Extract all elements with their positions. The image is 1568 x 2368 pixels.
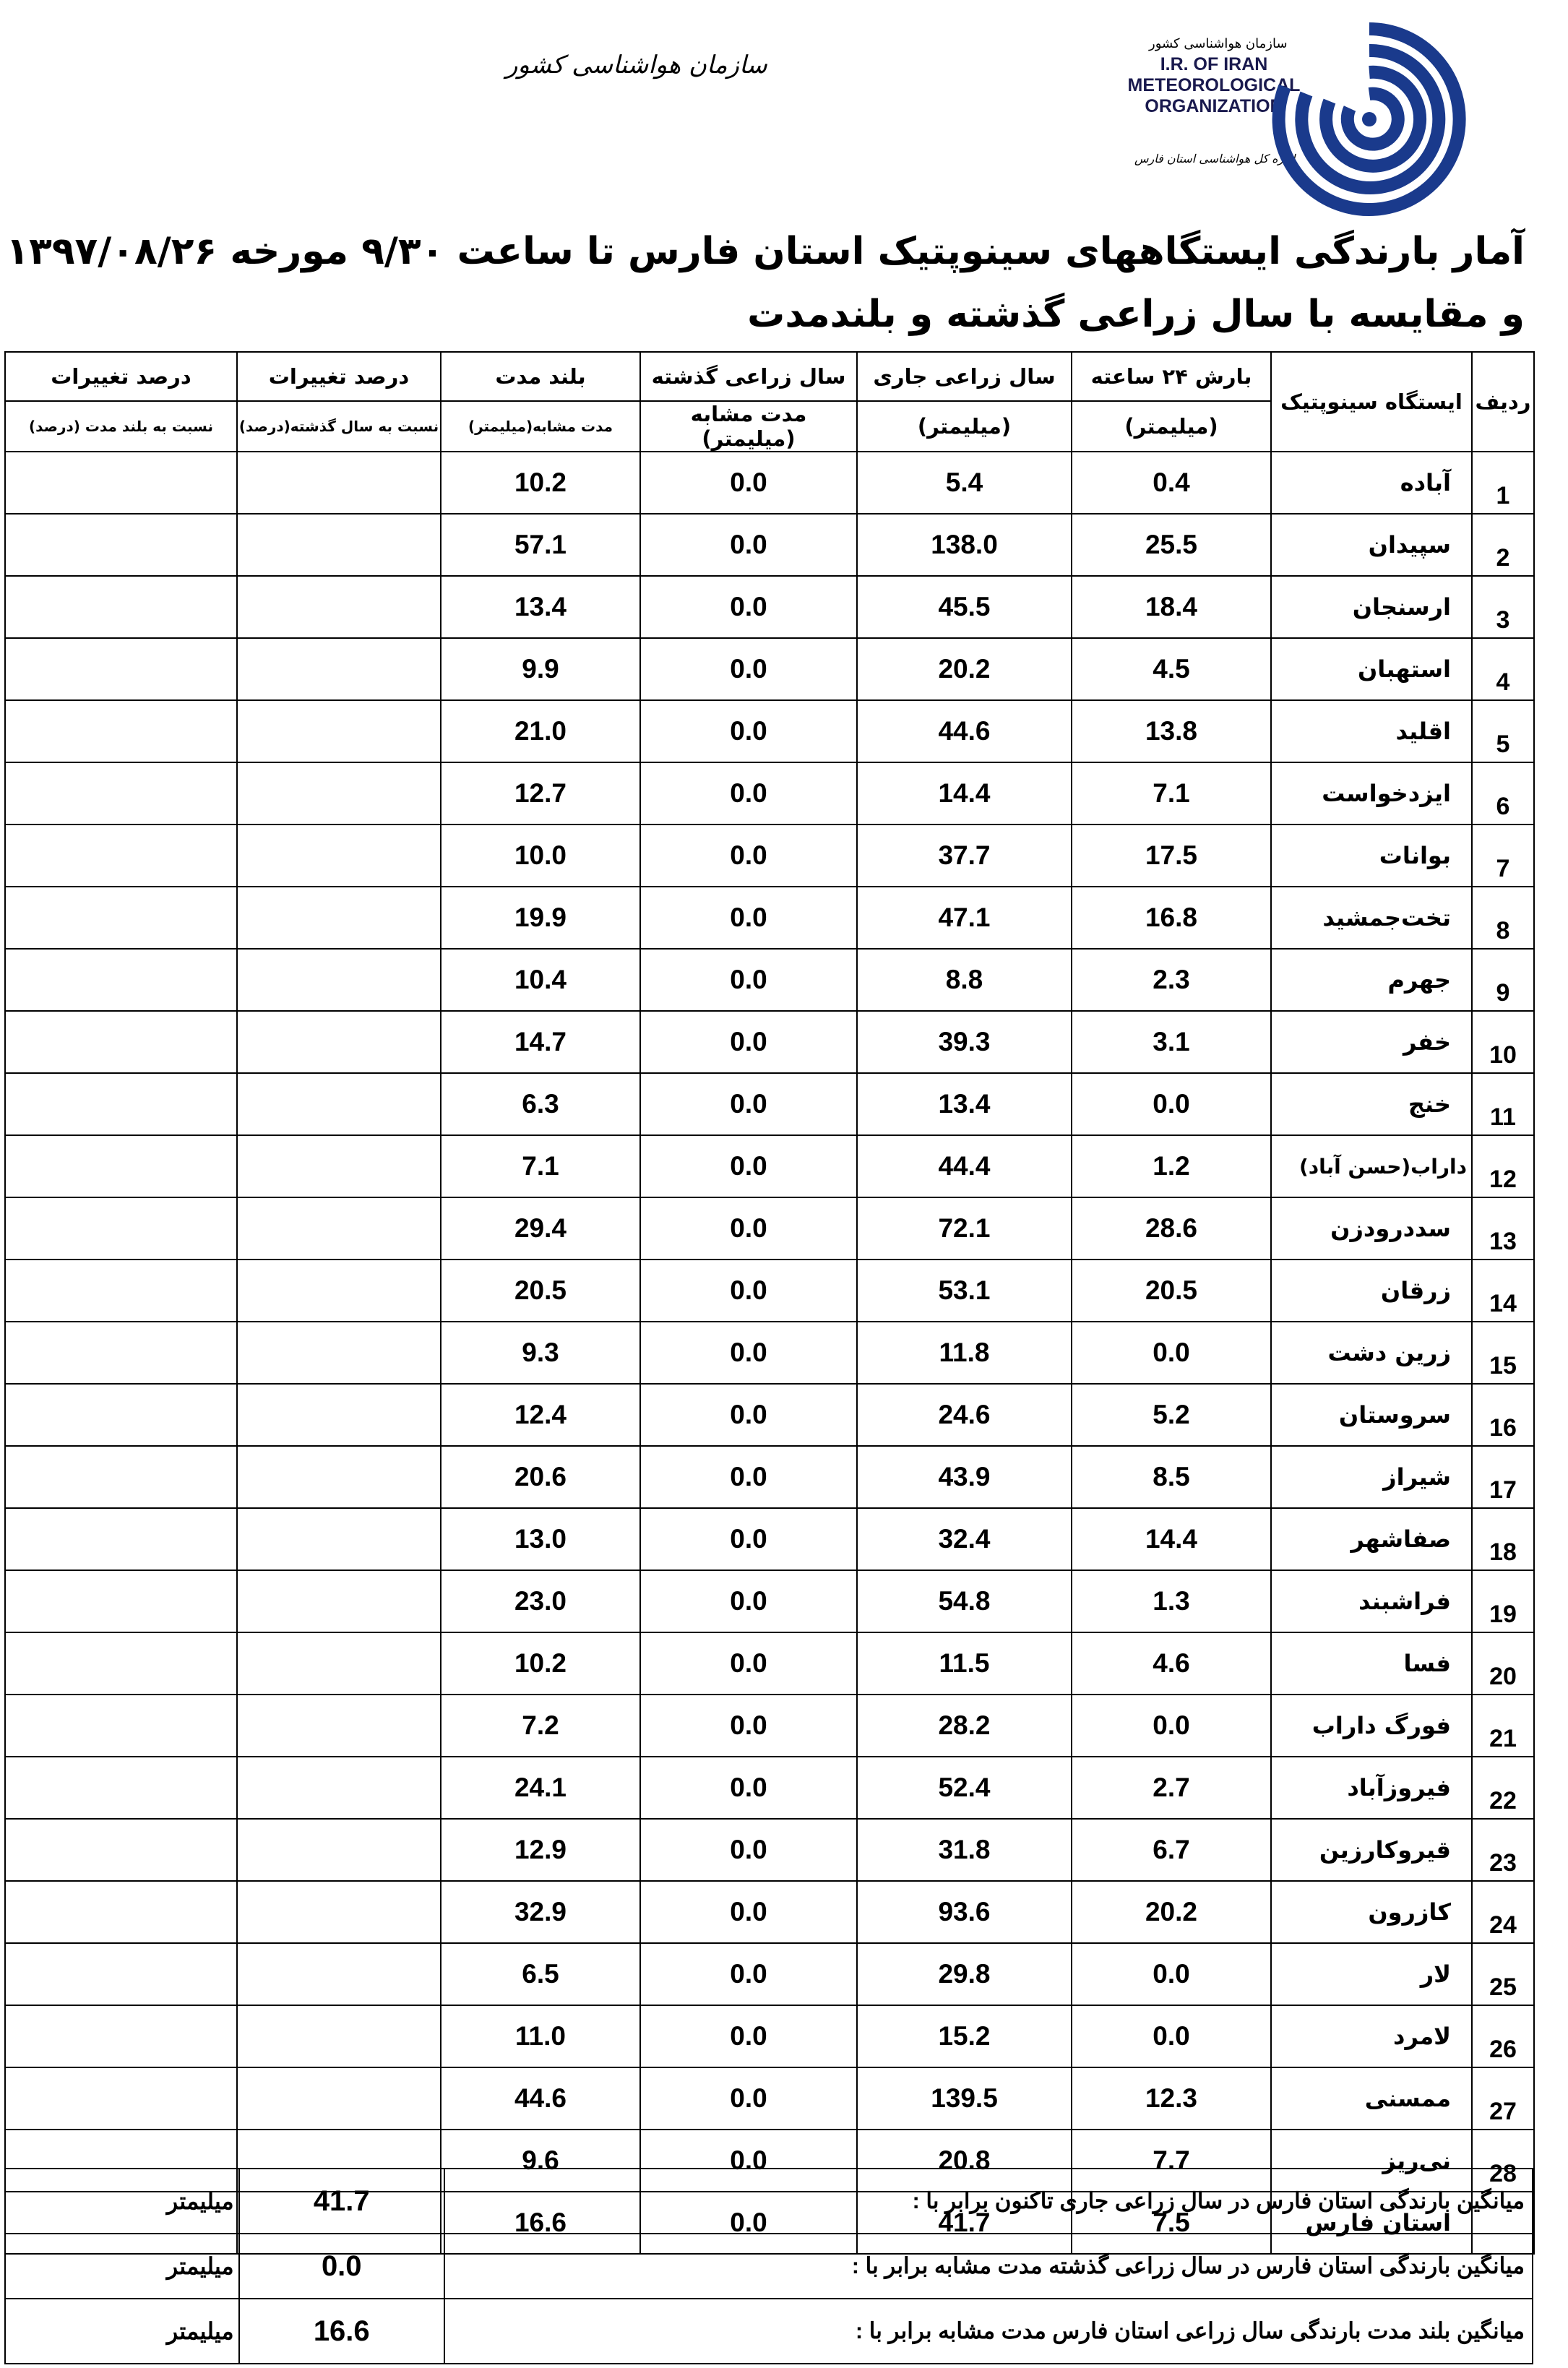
station-name: داراب(حسن آباد) xyxy=(1271,1135,1472,1197)
row-number: 15 xyxy=(1472,1322,1534,1384)
rain-24h: 6.7 xyxy=(1072,1819,1271,1881)
rain-previous-year: 0.0 xyxy=(640,1011,857,1073)
rain-24h: 13.8 xyxy=(1072,700,1271,762)
row-number: 26 xyxy=(1472,2005,1534,2067)
pct-vs-long-term xyxy=(5,1881,237,1943)
rain-24h: 4.6 xyxy=(1072,1632,1271,1695)
rain-previous-year: 0.0 xyxy=(640,452,857,514)
rain-previous-year: 0.0 xyxy=(640,762,857,825)
col-previous-year-unit: مدت مشابه (میلیمتر) xyxy=(640,401,857,452)
pct-vs-previous xyxy=(237,700,441,762)
rain-current-year: 20.2 xyxy=(857,638,1072,700)
row-number: 8 xyxy=(1472,887,1534,949)
rain-long-term: 9.6 xyxy=(441,2130,640,2192)
rain-previous-year: 0.0 xyxy=(640,1073,857,1135)
rain-24h: 7.1 xyxy=(1072,762,1271,825)
pct-vs-long-term xyxy=(5,1446,237,1508)
pct-vs-long-term xyxy=(5,1011,237,1073)
pct-vs-long-term xyxy=(5,1135,237,1197)
station-name: لار xyxy=(1271,1943,1472,2005)
row-number: 23 xyxy=(1472,1819,1534,1881)
pct-vs-previous xyxy=(237,1197,441,1260)
rain-previous-year: 0.0 xyxy=(640,2130,857,2192)
rain-previous-year: 0.0 xyxy=(640,1819,857,1881)
rain-current-year: 28.2 xyxy=(857,1695,1072,1757)
pct-vs-long-term xyxy=(5,700,237,762)
rain-long-term: 21.0 xyxy=(441,700,640,762)
rain-long-term: 13.4 xyxy=(441,576,640,638)
spiral-logo-icon xyxy=(1265,14,1474,224)
logo-province-fa: اداره کل هواشناسی استان فارس xyxy=(1134,152,1296,165)
rain-current-year: 32.4 xyxy=(857,1508,1072,1570)
pct-vs-previous xyxy=(237,452,441,514)
pct-vs-previous xyxy=(237,949,441,1011)
rain-previous-year: 0.0 xyxy=(640,1632,857,1695)
table-header xyxy=(5,352,1534,452)
rain-long-term: 6.3 xyxy=(441,1073,640,1135)
rain-long-term: 44.6 xyxy=(441,2067,640,2130)
table-row xyxy=(5,949,1534,1011)
pct-vs-previous xyxy=(237,1757,441,1819)
col-previous-year: سال زراعی گذشته xyxy=(640,352,857,401)
row-number: 16 xyxy=(1472,1384,1534,1446)
logo-en-line-3: ORGANIZATION xyxy=(1145,96,1283,116)
rain-previous-year: 0.0 xyxy=(640,1322,857,1384)
pct-vs-previous xyxy=(237,576,441,638)
table-row xyxy=(5,1881,1534,1943)
pct-vs-previous xyxy=(237,1446,441,1508)
station-name: آباده xyxy=(1271,452,1472,514)
pct-vs-previous xyxy=(237,1384,441,1446)
rain-24h: 3.1 xyxy=(1072,1011,1271,1073)
pct-vs-previous xyxy=(237,1570,441,1632)
row-number: 5 xyxy=(1472,700,1534,762)
pct-vs-previous xyxy=(237,2067,441,2130)
rain-current-year: 29.8 xyxy=(857,1943,1072,2005)
rain-current-year: 54.8 xyxy=(857,1570,1072,1632)
rain-24h: 5.2 xyxy=(1072,1384,1271,1446)
rain-24h: 0.4 xyxy=(1072,452,1271,514)
summary-value: 16.6 xyxy=(239,2299,444,2364)
col-long-term: بلند مدت xyxy=(441,352,640,401)
pct-vs-previous xyxy=(237,1011,441,1073)
pct-vs-previous xyxy=(237,1073,441,1135)
rain-long-term: 12.7 xyxy=(441,762,640,825)
pct-vs-long-term xyxy=(5,1570,237,1632)
col-row-number: ردیف xyxy=(1472,352,1534,452)
summary-value: 0.0 xyxy=(239,2234,444,2299)
rain-long-term: 29.4 xyxy=(441,1197,640,1260)
pct-vs-long-term xyxy=(5,1197,237,1260)
rain-long-term: 10.4 xyxy=(441,949,640,1011)
station-name: صفاشهر xyxy=(1271,1508,1472,1570)
station-name: ممسنی xyxy=(1271,2067,1472,2130)
pct-vs-previous xyxy=(237,825,441,887)
station-name: شیراز xyxy=(1271,1446,1472,1508)
rain-24h: 0.0 xyxy=(1072,2005,1271,2067)
row-number: 1 xyxy=(1472,452,1534,514)
rain-previous-year: 0.0 xyxy=(640,1881,857,1943)
rain-24h: 0.0 xyxy=(1072,1073,1271,1135)
summary-unit: میلیمتر xyxy=(5,2169,239,2234)
rain-long-term: 9.9 xyxy=(441,638,640,700)
col-pct-vs-long-term-unit: نسبت به بلند مدت (درصد) xyxy=(5,401,237,452)
pct-vs-previous xyxy=(237,1322,441,1384)
station-name: جهرم xyxy=(1271,949,1472,1011)
rain-current-year: 45.5 xyxy=(857,576,1072,638)
rain-previous-year: 0.0 xyxy=(640,949,857,1011)
rain-current-year: 20.8 xyxy=(857,2130,1072,2192)
rain-previous-year: 0.0 xyxy=(640,1943,857,2005)
rain-previous-year: 0.0 xyxy=(640,1197,857,1260)
pct-vs-long-term xyxy=(5,1260,237,1322)
pct-vs-long-term xyxy=(5,762,237,825)
rain-24h: 17.5 xyxy=(1072,825,1271,887)
rain-current-year: 139.5 xyxy=(857,2067,1072,2130)
rain-24h: 4.5 xyxy=(1072,638,1271,700)
rain-24h: 8.5 xyxy=(1072,1446,1271,1508)
col-pct-vs-previous: درصد تغییرات xyxy=(237,352,441,401)
table-body xyxy=(5,452,1534,2254)
organization-logo xyxy=(1106,14,1481,224)
station-name: خنج xyxy=(1271,1073,1472,1135)
row-number: 10 xyxy=(1472,1011,1534,1073)
pct-vs-long-term xyxy=(5,576,237,638)
summary-text: میانگین بلند مدت بارندگی سال زراعی استان فارس مدت مشابه برابر با : xyxy=(444,2299,1533,2364)
station-name: فراشبند xyxy=(1271,1570,1472,1632)
table-row xyxy=(5,1197,1534,1260)
rain-previous-year: 0.0 xyxy=(640,825,857,887)
rain-24h: 0.0 xyxy=(1072,1943,1271,2005)
summary-text: میانگین بارندگی استان فارس در سال زراعی گذشته مدت مشابه برابر با : xyxy=(444,2234,1533,2299)
pct-vs-long-term xyxy=(5,1819,237,1881)
row-number: 2 xyxy=(1472,514,1534,576)
rain-long-term: 20.6 xyxy=(441,1446,640,1508)
row-number: 11 xyxy=(1472,1073,1534,1135)
col-station: ایستگاه سینوپتیک xyxy=(1271,352,1472,452)
rain-24h: 20.2 xyxy=(1072,1881,1271,1943)
rain-current-year: 31.8 xyxy=(857,1819,1072,1881)
row-number: 22 xyxy=(1472,1757,1534,1819)
rain-long-term: 20.5 xyxy=(441,1260,640,1322)
rain-24h: 7.5 xyxy=(1072,2192,1271,2254)
table-row xyxy=(5,1384,1534,1446)
rain-current-year: 44.6 xyxy=(857,700,1072,762)
table-row xyxy=(5,700,1534,762)
rain-long-term: 7.2 xyxy=(441,1695,640,1757)
rain-current-year: 44.4 xyxy=(857,1135,1072,1197)
table-row xyxy=(5,514,1534,576)
summary-value: 41.7 xyxy=(239,2169,444,2234)
rain-24h: 25.5 xyxy=(1072,514,1271,576)
station-name: سروستان xyxy=(1271,1384,1472,1446)
pct-vs-previous xyxy=(237,887,441,949)
rain-previous-year: 0.0 xyxy=(640,514,857,576)
station-name: استان فارس xyxy=(1271,2192,1472,2254)
rain-long-term: 13.0 xyxy=(441,1508,640,1570)
table-row xyxy=(5,887,1534,949)
rain-current-year: 39.3 xyxy=(857,1011,1072,1073)
pct-vs-long-term xyxy=(5,1943,237,2005)
summary-text: میانگین بارندگی استان فارس در سال زراعی جاری تاکنون برابر با : xyxy=(444,2169,1533,2234)
pct-vs-previous xyxy=(237,1695,441,1757)
pct-vs-long-term xyxy=(5,638,237,700)
rain-previous-year: 0.0 xyxy=(640,1135,857,1197)
pct-vs-long-term xyxy=(5,825,237,887)
pct-vs-previous xyxy=(237,1819,441,1881)
col-rain24-unit: (میلیمتر) xyxy=(1072,401,1271,452)
station-name: نی‌ریز xyxy=(1271,2130,1472,2192)
rain-current-year: 93.6 xyxy=(857,1881,1072,1943)
table-row xyxy=(5,2005,1534,2067)
pct-vs-long-term xyxy=(5,1384,237,1446)
rain-current-year: 138.0 xyxy=(857,514,1072,576)
report-subtitle: و مقایسه با سال زراعی گذشته و بلندمدت xyxy=(747,293,1525,336)
rain-current-year: 5.4 xyxy=(857,452,1072,514)
rain-previous-year: 0.0 xyxy=(640,1695,857,1757)
pct-vs-long-term xyxy=(5,1073,237,1135)
rain-previous-year: 0.0 xyxy=(640,638,857,700)
station-name: خفر xyxy=(1271,1011,1472,1073)
logo-en-line-1: I.R. OF IRAN xyxy=(1160,54,1268,74)
table-row xyxy=(5,1943,1534,2005)
rain-long-term: 24.1 xyxy=(441,1757,640,1819)
summary-row-previous xyxy=(5,2234,1533,2299)
rain-current-year: 8.8 xyxy=(857,949,1072,1011)
pct-vs-previous xyxy=(237,1881,441,1943)
station-name: فسا xyxy=(1271,1632,1472,1695)
rain-long-term: 6.5 xyxy=(441,1943,640,2005)
rain-previous-year: 0.0 xyxy=(640,1757,857,1819)
rain-long-term: 10.2 xyxy=(441,1632,640,1695)
summary-row-long-term xyxy=(5,2299,1533,2364)
summary-table xyxy=(4,2168,1533,2364)
rain-current-year: 53.1 xyxy=(857,1260,1072,1322)
rain-24h: 12.3 xyxy=(1072,2067,1271,2130)
rain-previous-year: 0.0 xyxy=(640,576,857,638)
pct-vs-long-term xyxy=(5,1757,237,1819)
rain-24h: 7.7 xyxy=(1072,2130,1271,2192)
rain-24h: 2.3 xyxy=(1072,949,1271,1011)
rain-current-year: 72.1 xyxy=(857,1197,1072,1260)
row-number: 3 xyxy=(1472,576,1534,638)
row-number: 7 xyxy=(1472,825,1534,887)
rain-current-year: 41.7 xyxy=(857,2192,1072,2254)
station-name: زرقان xyxy=(1271,1260,1472,1322)
rain-24h: 0.0 xyxy=(1072,1695,1271,1757)
col-rain24: بارش ۲۴ ساعته xyxy=(1072,352,1271,401)
rain-previous-year: 0.0 xyxy=(640,1260,857,1322)
table-row xyxy=(5,1757,1534,1819)
rain-current-year: 14.4 xyxy=(857,762,1072,825)
rain-long-term: 10.2 xyxy=(441,452,640,514)
pct-vs-long-term xyxy=(5,1508,237,1570)
rainfall-table xyxy=(4,351,1535,2255)
rain-24h: 2.7 xyxy=(1072,1757,1271,1819)
rain-previous-year: 0.0 xyxy=(640,1384,857,1446)
rain-current-year: 11.8 xyxy=(857,1322,1072,1384)
rain-previous-year: 0.0 xyxy=(640,1446,857,1508)
rain-long-term: 19.9 xyxy=(441,887,640,949)
logo-org-name-fa: سازمان هواشناسی کشور xyxy=(1149,36,1288,51)
station-name: قیروکارزین xyxy=(1271,1819,1472,1881)
row-number: 27 xyxy=(1472,2067,1534,2130)
table-row xyxy=(5,1695,1534,1757)
summary-unit: میلیمتر xyxy=(5,2299,239,2364)
rain-previous-year: 0.0 xyxy=(640,2067,857,2130)
rain-current-year: 15.2 xyxy=(857,2005,1072,2067)
table-row xyxy=(5,638,1534,700)
row-number: 21 xyxy=(1472,1695,1534,1757)
station-name: اقلید xyxy=(1271,700,1472,762)
rain-long-term: 32.9 xyxy=(441,1881,640,1943)
pct-vs-long-term xyxy=(5,2067,237,2130)
pct-vs-long-term xyxy=(5,2005,237,2067)
station-name: ارسنجان xyxy=(1271,576,1472,638)
pct-vs-previous xyxy=(237,1632,441,1695)
rain-24h: 28.6 xyxy=(1072,1197,1271,1260)
rain-24h: 20.5 xyxy=(1072,1260,1271,1322)
rain-long-term: 12.4 xyxy=(441,1384,640,1446)
table-row xyxy=(5,1011,1534,1073)
table-row xyxy=(5,1508,1534,1570)
table-row xyxy=(5,1322,1534,1384)
summary-row-current xyxy=(5,2169,1533,2234)
station-name: فیروزآباد xyxy=(1271,1757,1472,1819)
station-name: سپیدان xyxy=(1271,514,1472,576)
row-number: 25 xyxy=(1472,1943,1534,2005)
org-name-calligraphy: سازمان هواشناسی کشور xyxy=(506,51,767,79)
pct-vs-previous xyxy=(237,1508,441,1570)
row-number: 9 xyxy=(1472,949,1534,1011)
table-row xyxy=(5,1073,1534,1135)
row-number: 6 xyxy=(1472,762,1534,825)
pct-vs-previous xyxy=(237,638,441,700)
station-name: استهبان xyxy=(1271,638,1472,700)
station-name: تخت‌جمشید xyxy=(1271,887,1472,949)
col-pct-vs-previous-unit: نسبت به سال گذشته(درصد) xyxy=(237,401,441,452)
pct-vs-long-term xyxy=(5,1695,237,1757)
table-row xyxy=(5,2067,1534,2130)
station-name: فورگ داراب xyxy=(1271,1695,1472,1757)
row-number: 12 xyxy=(1472,1135,1534,1197)
rain-long-term: 9.3 xyxy=(441,1322,640,1384)
table-row xyxy=(5,1570,1534,1632)
rain-previous-year: 0.0 xyxy=(640,1570,857,1632)
row-number: 13 xyxy=(1472,1197,1534,1260)
row-number: 24 xyxy=(1472,1881,1534,1943)
rain-24h: 1.2 xyxy=(1072,1135,1271,1197)
station-name: زرین دشت xyxy=(1271,1322,1472,1384)
rain-previous-year: 0.0 xyxy=(640,1508,857,1570)
rain-long-term: 14.7 xyxy=(441,1011,640,1073)
rain-long-term: 10.0 xyxy=(441,825,640,887)
rain-long-term: 12.9 xyxy=(441,1819,640,1881)
table-row xyxy=(5,825,1534,887)
rain-previous-year: 0.0 xyxy=(640,2192,857,2254)
col-current-year: سال زراعی جاری xyxy=(857,352,1072,401)
row-number: 4 xyxy=(1472,638,1534,700)
rain-current-year: 43.9 xyxy=(857,1446,1072,1508)
table-row xyxy=(5,452,1534,514)
rain-24h: 18.4 xyxy=(1072,576,1271,638)
station-name: کازرون xyxy=(1271,1881,1472,1943)
row-number: 14 xyxy=(1472,1260,1534,1322)
table-row xyxy=(5,1819,1534,1881)
table-row xyxy=(5,1446,1534,1508)
logo-en-line-2: METEOROLOGICAL xyxy=(1127,75,1301,95)
rain-previous-year: 0.0 xyxy=(640,700,857,762)
pct-vs-previous xyxy=(237,1943,441,2005)
station-name: بوانات xyxy=(1271,825,1472,887)
rain-long-term: 23.0 xyxy=(441,1570,640,1632)
row-number: 28 xyxy=(1472,2130,1534,2192)
rain-current-year: 11.5 xyxy=(857,1632,1072,1695)
pct-vs-long-term xyxy=(5,887,237,949)
table-row xyxy=(5,1632,1534,1695)
pct-vs-long-term xyxy=(5,949,237,1011)
row-number: 18 xyxy=(1472,1508,1534,1570)
pct-vs-previous xyxy=(237,1135,441,1197)
pct-vs-previous xyxy=(237,762,441,825)
rain-long-term: 7.1 xyxy=(441,1135,640,1197)
station-name: ایزدخواست xyxy=(1271,762,1472,825)
pct-vs-long-term xyxy=(5,514,237,576)
rain-24h: 1.3 xyxy=(1072,1570,1271,1632)
col-current-year-unit: (میلیمتر) xyxy=(857,401,1072,452)
row-number: 17 xyxy=(1472,1446,1534,1508)
rain-long-term: 16.6 xyxy=(441,2192,640,2254)
pct-vs-long-term xyxy=(5,1632,237,1695)
rain-previous-year: 0.0 xyxy=(640,2005,857,2067)
table-row xyxy=(5,1260,1534,1322)
rain-current-year: 37.7 xyxy=(857,825,1072,887)
row-number: 19 xyxy=(1472,1570,1534,1632)
station-name: سددرودزن xyxy=(1271,1197,1472,1260)
rain-current-year: 13.4 xyxy=(857,1073,1072,1135)
rain-current-year: 52.4 xyxy=(857,1757,1072,1819)
pct-vs-long-term xyxy=(5,452,237,514)
report-title: آمار بارندگی ایستگاههای سینوپتیک استان فارس تا ساعت ۹/۳۰ مورخه ۱۳۹۷/۰۸/۲۶ xyxy=(6,230,1525,273)
table-row xyxy=(5,762,1534,825)
pct-vs-previous xyxy=(237,514,441,576)
rain-long-term: 57.1 xyxy=(441,514,640,576)
pct-vs-previous xyxy=(237,2005,441,2067)
col-long-term-unit: مدت مشابه(میلیمتر) xyxy=(441,401,640,452)
rain-24h: 0.0 xyxy=(1072,1322,1271,1384)
col-pct-vs-long-term: درصد تغییرات xyxy=(5,352,237,401)
rain-previous-year: 0.0 xyxy=(640,887,857,949)
station-name: لامرد xyxy=(1271,2005,1472,2067)
pct-vs-long-term xyxy=(5,1322,237,1384)
table-row xyxy=(5,1135,1534,1197)
summary-unit: میلیمتر xyxy=(5,2234,239,2299)
rain-24h: 16.8 xyxy=(1072,887,1271,949)
rain-long-term: 11.0 xyxy=(441,2005,640,2067)
rain-current-year: 47.1 xyxy=(857,887,1072,949)
rain-24h: 14.4 xyxy=(1072,1508,1271,1570)
pct-vs-previous xyxy=(237,1260,441,1322)
row-number: 20 xyxy=(1472,1632,1534,1695)
rain-current-year: 24.6 xyxy=(857,1384,1072,1446)
table-row xyxy=(5,576,1534,638)
